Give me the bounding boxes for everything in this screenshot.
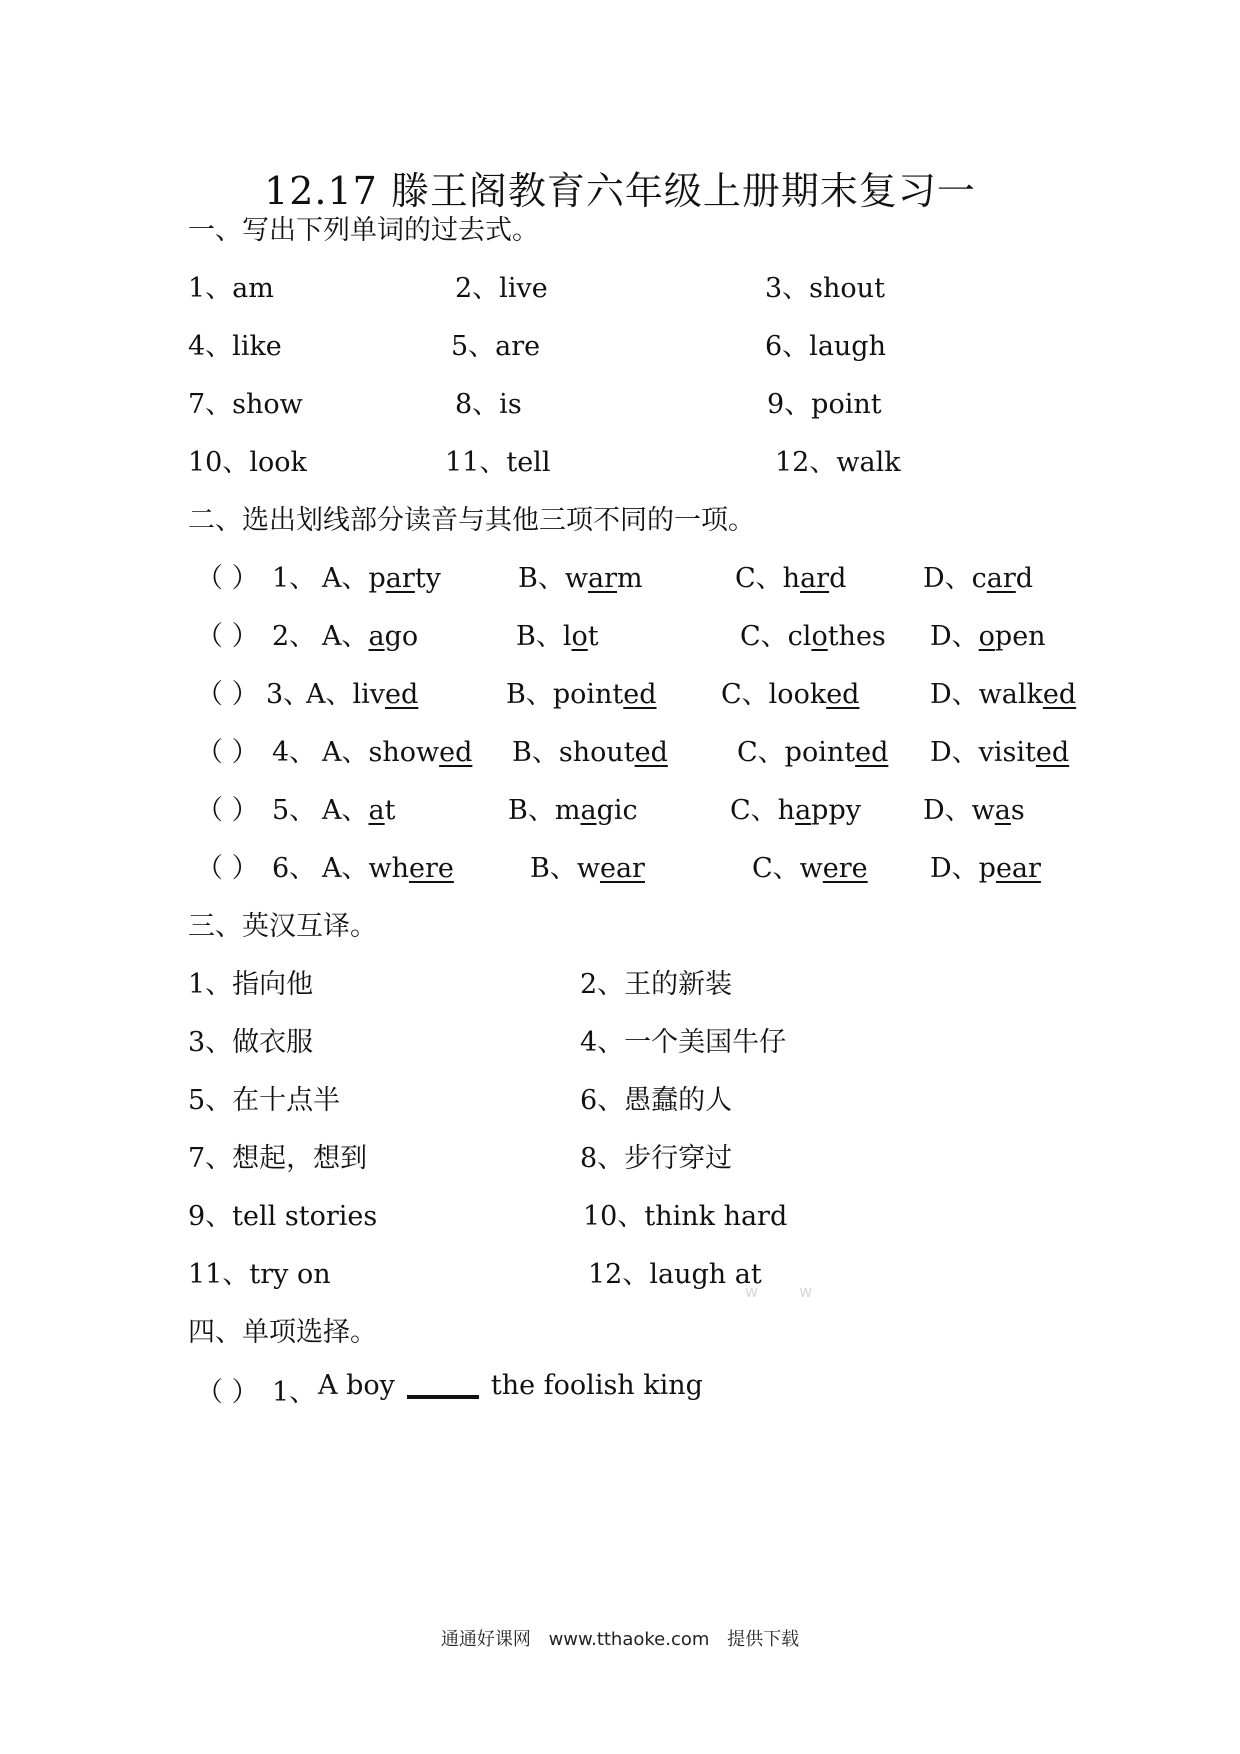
s3-item: 7、想起，想到 [188, 1143, 368, 1174]
s2-question [0, 846, 1240, 886]
option-b: B、pointed [506, 679, 657, 710]
answer-paren: （ ） [196, 621, 259, 652]
s1-item: 8、is [455, 389, 522, 420]
option-b: B、warm [518, 563, 643, 594]
footer-site-name: 通通好课网 [440, 1629, 531, 1650]
answer-paren: （ ） [196, 853, 259, 884]
s3-item: 4、一个美国牛仔 [580, 1027, 787, 1058]
option-d: D、visited [930, 737, 1070, 768]
question-number: 4、 [272, 737, 317, 768]
answer-paren: （ ） [196, 795, 259, 826]
s1-row [0, 266, 1240, 306]
s3-item: 10、think hard [583, 1201, 788, 1232]
option-c: C、clothes [740, 621, 886, 652]
section-4-heading: 四、单项选择。 [188, 1317, 377, 1348]
option-b: B、wear [530, 853, 645, 884]
option-d: D、open [930, 621, 1046, 652]
s2-question [0, 672, 1240, 712]
s1-row [0, 382, 1240, 422]
s1-row [0, 324, 1240, 364]
s2-question [0, 730, 1240, 770]
s3-item: 3、做衣服 [188, 1027, 314, 1058]
s2-question [0, 788, 1240, 828]
option-a: A、where [322, 853, 454, 884]
s4-question [0, 1370, 1240, 1410]
question-number: 3、 [266, 679, 311, 710]
option-a: A、showed [322, 737, 473, 768]
question-text: A boy the foolish king [318, 1370, 703, 1401]
option-a: A、ago [322, 621, 419, 652]
s3-item: 11、try on [188, 1259, 331, 1290]
section-1-heading: 一、写出下列单词的过去式。 [188, 215, 539, 246]
option-d: D、card [923, 563, 1034, 594]
s3-item: 5、在十点半 [188, 1085, 341, 1116]
footer-url: www.tthaoke.com [548, 1629, 710, 1650]
question-number: 2、 [272, 621, 317, 652]
s2-question [0, 556, 1240, 596]
question-number: 6、 [272, 853, 317, 884]
s3-item: 2、王的新装 [580, 969, 733, 1000]
question-number: 1、 [272, 563, 317, 594]
answer-paren: （ ） [196, 563, 259, 594]
s1-item: 3、shout [765, 273, 885, 304]
s3-row [0, 1136, 1240, 1176]
answer-blank [407, 1395, 479, 1399]
option-c: C、happy [730, 795, 861, 826]
option-a: A、party [322, 563, 441, 594]
answer-paren: （ ） [196, 1377, 259, 1408]
option-c: C、hard [735, 563, 847, 594]
s3-item: 1、指向他 [188, 969, 314, 1000]
answer-paren: （ ） [196, 737, 259, 768]
option-b: B、shouted [512, 737, 668, 768]
option-c: C、were [752, 853, 868, 884]
s3-item: 8、步行穿过 [580, 1143, 733, 1174]
section-3-heading: 三、英汉互译。 [188, 911, 377, 942]
option-a: A、lived [306, 679, 419, 710]
question-number: 1、 [272, 1377, 317, 1408]
s3-item: 9、tell stories [188, 1201, 378, 1232]
footer-suffix: 提供下载 [727, 1629, 800, 1650]
s1-item: 11、tell [445, 447, 551, 478]
s3-row [0, 1078, 1240, 1118]
s1-row [0, 440, 1240, 480]
option-d: D、pear [930, 853, 1041, 884]
option-a: A、at [322, 795, 396, 826]
option-d: D、was [923, 795, 1025, 826]
s3-row [0, 1252, 1240, 1292]
s1-item: 10、look [188, 447, 307, 478]
s3-row [0, 962, 1240, 1002]
s3-item: 12、laugh at [588, 1259, 762, 1290]
s3-item: 6、愚蠢的人 [580, 1085, 733, 1116]
option-c: C、looked [721, 679, 860, 710]
section-2-heading: 二、选出划线部分读音与其他三项不同的一项。 [188, 505, 755, 536]
s1-item: 12、walk [775, 447, 901, 478]
option-d: D、walked [930, 679, 1077, 710]
s1-item: 9、point [767, 389, 882, 420]
s1-item: 2、live [455, 273, 548, 304]
page-title: 12.17 滕王阁教育六年级上册期末复习一 [264, 169, 976, 213]
s3-row [0, 1194, 1240, 1234]
s1-item: 5、are [451, 331, 541, 362]
answer-paren: （ ） [196, 679, 259, 710]
faint-watermark: w w [745, 1282, 831, 1301]
s2-question [0, 614, 1240, 654]
s1-item: 7、show [188, 389, 303, 420]
s1-item: 1、am [188, 273, 274, 304]
s1-item: 4、like [188, 331, 282, 362]
option-b: B、magic [508, 795, 638, 826]
option-b: B、lot [516, 621, 599, 652]
question-number: 5、 [272, 795, 317, 826]
page-footer [0, 1625, 1240, 1651]
s3-row [0, 1020, 1240, 1060]
option-c: C、pointed [737, 737, 889, 768]
s1-item: 6、laugh [765, 331, 886, 362]
